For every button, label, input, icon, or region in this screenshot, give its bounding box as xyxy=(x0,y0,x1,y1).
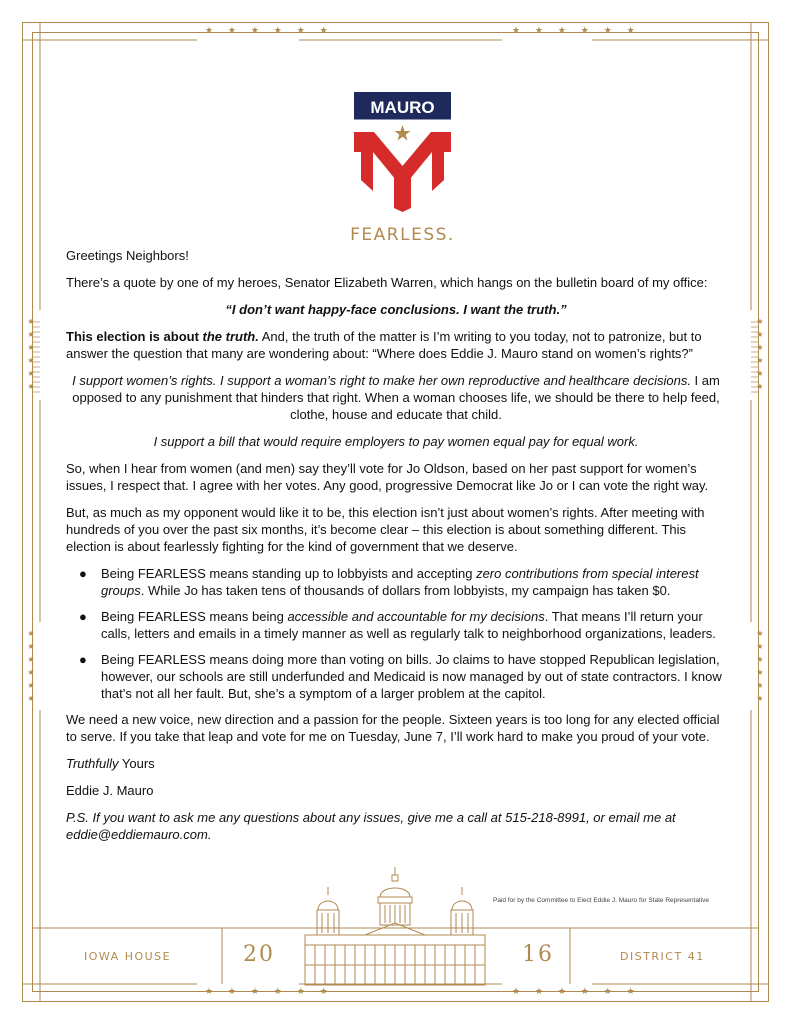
capitol-building-icon xyxy=(300,865,490,990)
closing: Truthfully Yours xyxy=(66,756,155,771)
warren-quote: “I don’t want happy-face conclusions. I want the truth.” xyxy=(225,302,567,317)
left-upper-stars: ★ ★ ★ ★ ★ ★ xyxy=(27,317,35,391)
top-right-stars: ★ ★ ★ ★ ★ ★ xyxy=(512,26,641,36)
right-upper-stars: ★ ★ ★ ★ ★ ★ xyxy=(756,317,764,391)
mauro-shield-icon xyxy=(340,90,465,250)
election-truth: the truth. xyxy=(202,329,259,344)
support-paragraph xyxy=(66,372,726,423)
equal-pay-statement: I support a bill that would require employers to pay women equal pay for equal work. xyxy=(153,434,639,449)
right-lower-stars: ★ ★ ★ ★ ★ ★ xyxy=(756,629,764,703)
mauro-logo xyxy=(340,90,465,250)
bullet-icon: ● xyxy=(79,566,87,581)
bottom-right-stars: ★ ★ ★ ★ ★ ★ xyxy=(512,987,641,997)
left-lower-stars: ★ ★ ★ ★ ★ ★ xyxy=(27,629,35,703)
logo-slogan-text: FEARLESS. xyxy=(350,225,455,245)
postscript: P.S. If you want to ask me any questions about any issues, give me a call at 515-218-8991, or email me at eddie@eddiemauro.com. xyxy=(66,810,676,842)
greeting: Greetings Neighbors! xyxy=(66,248,189,263)
election-lead: This election is about xyxy=(66,329,203,344)
election-paragraph xyxy=(66,328,726,362)
district-label: DISTRICT 41 xyxy=(620,950,705,963)
year-left: 20 xyxy=(243,942,275,967)
support-italic: I support women’s rights. I support a woman’s right to make her own reproductive and healthcare decisions. xyxy=(72,373,691,388)
list-item: ● Being FEARLESS means doing more than voting on bills. Jo claims to have stopped Republican legislation, however, our schools are still underfunded and Medicaid is now managed by out of state contractors. I know that’s not all her fault. But, she’s a symptom of a larger problem at the capitol. xyxy=(79,652,722,701)
so-paragraph: So, when I hear from women (and men) say they’ll vote for Jo Oldson, based on her past support for women’s issues, I respect that. I agree with her votes. Any good, progressive Democrat like Jo or I can vote the right way. xyxy=(66,461,709,493)
bottom-left-stars: ★ ★ ★ ★ ★ ★ xyxy=(205,987,334,997)
year-right: 16 xyxy=(522,942,554,967)
bullet-icon: ● xyxy=(79,609,87,624)
logo-name-text: MAURO xyxy=(370,98,435,117)
election-rest: And, the truth of the matter is I’m writing to you today, not to patronize, but to answer the question that many are wondering about: “Where does Eddie J. Mauro stand on women’s rights?” xyxy=(66,329,702,361)
list-item: ● Being FEARLESS means standing up to lobbyists and accepting zero contributions from special interest groups. While Jo has taken tens of thousands of dollars from lobbyists, my campaign has taken $0. xyxy=(79,566,699,598)
paid-for-disclaimer: Paid for by the Committee to Elect Eddie J. Mauro for State Representative xyxy=(493,897,710,904)
intro-paragraph: There’s a quote by one of my heroes, Senator Elizabeth Warren, which hangs on the bulletin board of my office: xyxy=(66,275,708,290)
list-item: ● Being FEARLESS means being accessible and accountable for my decisions. That means I’ll return your calls, letters and emails in a timely manner as well as regularly talk to neighborhood organizations, leaders. xyxy=(79,609,716,641)
bullet-icon: ● xyxy=(79,652,87,667)
signature: Eddie J. Mauro xyxy=(66,783,154,798)
support-rest: I am opposed to any punishment that hinders that right. When a woman chooses life, we should be there to help feed, clothe, house and educate that child. xyxy=(72,373,720,422)
letter-body xyxy=(66,247,726,853)
need-paragraph: We need a new voice, new direction and a passion for the people. Sixteen years is too long for any elected official to serve. If you take that leap and vote for me on Tuesday, June 7, I’ll work hard to make you proud of your vote. xyxy=(66,712,720,744)
top-left-stars: ★ ★ ★ ★ ★ ★ xyxy=(205,26,334,36)
fearless-list xyxy=(66,565,726,702)
but-paragraph: But, as much as my opponent would like it to be, this election isn’t just about women’s rights. After meeting with hundreds of you over the past six months, it’s become clear – this election is about something different. This election is about fearlessly fighting for the kind of government that we deserve. xyxy=(66,505,705,554)
iowa-house-label: IOWA HOUSE xyxy=(84,950,172,963)
